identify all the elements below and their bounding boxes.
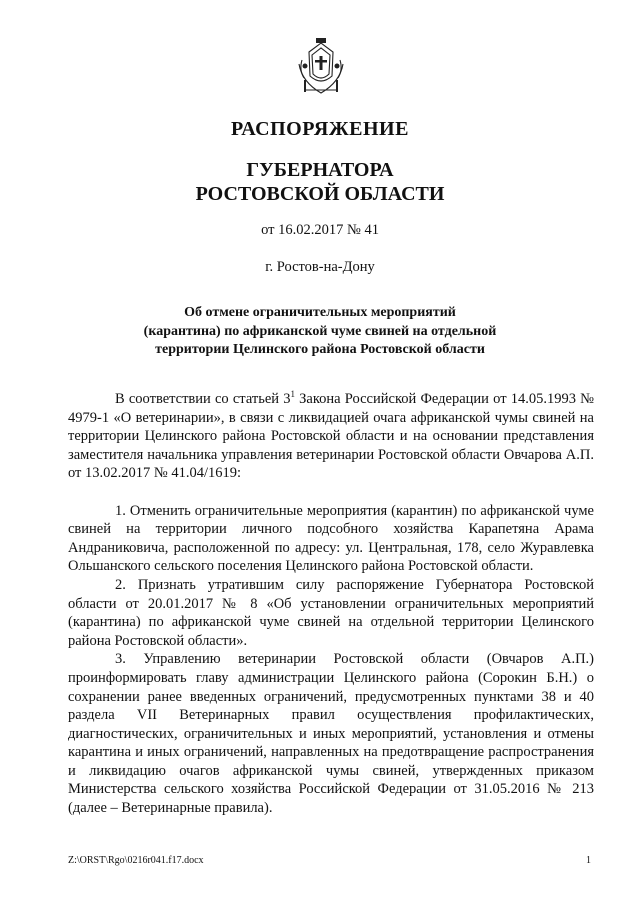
document-number: 41 (364, 222, 379, 238)
document-type-title: РАСПОРЯЖЕНИЕ (231, 118, 409, 140)
item-2-paragraph: 2. Признать утратившим силу распоряжение Губернатора Ростовской области от 20.01.2017 № 8 «Об установлении ограничительных мероприятий (карантина) по африканской чуме свиней на отдельной территории Целинского района Ростовской области». (68, 576, 594, 649)
preamble-text-end: Закона Российской Федерации от 14.05.1993 № 4979-1 «О ветеринарии», в связи с ликвидацией очага африканской чумы свиней на территории Целинского района Ростовской области и на основании представления заместителя начальника управления ветеринарии Ростовской области Овчарова А.П. от 13.02.2017 № 41.04/1619: (68, 391, 594, 482)
coat-of-arms-emblem (296, 36, 346, 98)
article-superscript: 1 (290, 389, 295, 399)
date-number-line (0, 222, 640, 239)
preamble-text-start: В соответствии со статьей 3 (115, 391, 291, 407)
subject-line-1: Об отмене ограничительных мероприятий (184, 305, 456, 320)
page-number: 1 (586, 855, 591, 866)
subject-line-2: (карантина) по африканской чуме свиней на отдельной (143, 323, 497, 339)
number-sign: № (346, 222, 361, 238)
item-1-paragraph: 1. Отменить ограничительные мероприятия (карантин) по африканской чуме свиней на территории личного подсобного хозяйства Карапетяна Арама Андраниковича, расположенной по адресу: ул. Центральная, 178, село Журавлевка Ольшанского сельского поселения Целинского района Ростовской области. (68, 502, 594, 575)
item-3-paragraph: 3. Управлению ветеринарии Ростовской области (Овчаров А.П.) проинформировать главу администрации Целинского района (Сорокин Б.Н.) о сохранении ранее введенных ограничений, предусмотренных пунктами 38 и 40 раздела VII Ветеринарных правил осуществления профилактических, диагностических, ограничительных и иных мероприятий, установления и отмены карантина и иных ограничений, направленных на предотвращение распространения и ликвидацию очагов африканской чумы свиней, утвержденных приказом Министерства сельского хозяйства Российской Федерации от 31.05.2016 № 213 (далее – Ветеринарные правила). (68, 651, 594, 817)
document-subject (0, 304, 640, 360)
issuer-line-1: ГУБЕРНАТОРА (246, 159, 394, 181)
footer-file-path: Z:\ORST\Rgo\0216r041.f17.docx (68, 855, 204, 866)
issuer-title (0, 158, 640, 206)
subject-line-3: территории Целинского района Ростовской области (155, 342, 485, 357)
preamble-paragraph (68, 390, 594, 483)
document-body (68, 390, 594, 818)
issuer-line-2: РОСТОВСКОЙ ОБЛАСТИ (195, 183, 445, 205)
date-prefix: от (261, 222, 275, 238)
city-line: г. Ростов-на-Дону (265, 259, 375, 275)
document-date: 16.02.2017 (278, 222, 344, 238)
